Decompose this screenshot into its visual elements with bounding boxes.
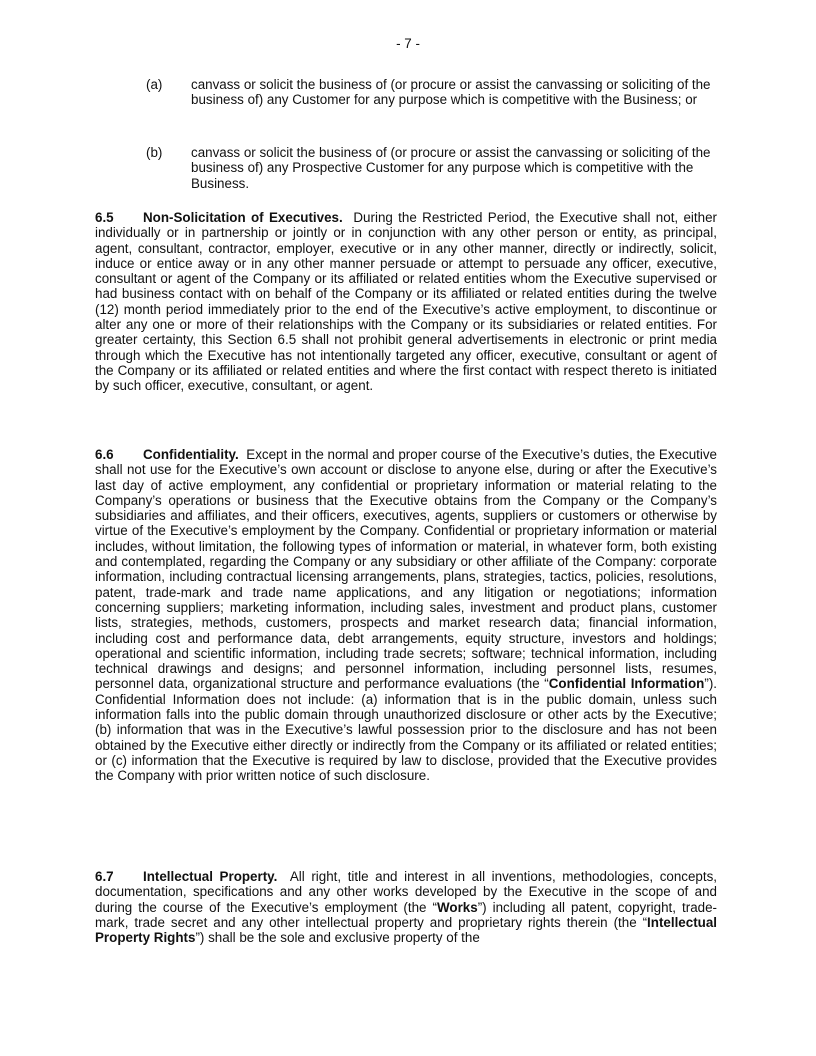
defined-term: Intellectual Property Rights <box>95 914 717 946</box>
list-item-b <box>146 145 726 191</box>
section-number: 6.7 <box>95 869 114 884</box>
section-6-6 <box>95 447 717 784</box>
section-number: 6.6 <box>95 447 114 462</box>
section-body-cont: ”) including all patent, copyright, trade-mark, trade secret and any other intellectual property and proprietary rights therein (the “ <box>95 899 717 930</box>
section-body: All right, title and interest in all inventions, methodologies, concepts, documentation, specifications and any other works developed by the Executive in the scope of and during the course of the Executive’s employment (the “ <box>95 869 718 915</box>
section-heading: Confidentiality. <box>143 447 239 462</box>
section-body: During the Restricted Period, the Executive shall not, either individually or in partnership or jointly or in conjunction with any other person or entity, as principal, agent, consultant, contractor, employer, executive or in any other manner, directly or indirectly, solicit, induce or entice away or in any other manner persuade or attempt to persuade any officer, executive, consultant or agent of the Company or its affiliated or related entities whom the Executive supervised or had business contact with on behalf of the Company or its affiliated or related entities during the twelve (12) month period immediately prior to the end of the Executive’s active employment, to discontinue or alter any one or more of their relationships with the Company or its subsidiaries or related entities. For greater certainty, this Section 6.5 shall not prohibit general advertisements in electronic or print media through which the Executive has not intentionally targeted any officer, executive, consultant or agent of the Company or its affiliated or related entities and where the first contact with respect thereto is initiated by such officer, executive, consultant, or agent. <box>95 210 717 394</box>
section-number: 6.5 <box>95 210 114 225</box>
defined-term: Confidential Information <box>548 676 705 692</box>
list-item-label: (a) <box>146 77 163 92</box>
section-6-5 <box>95 210 717 394</box>
list-item-a <box>146 77 726 108</box>
section-body-cont: ”). Confidential Information does not include: (a) information that is in the public domain, unless such information falls into the public domain through unauthorized disclosure or other acts by the Executive; (b) information that was in the Executive’s lawful possession prior to the disclosure and has not been obtained by the Executive either directly or indirectly from the Company or its affiliated or related entities; or (c) information that the Executive is required by law to disclose, provided that the Executive provides the Company with prior written notice of such disclosure. <box>95 676 717 784</box>
list-item-text: canvass or solicit the business of (or procure or assist the canvassing or soliciting of the business of) any Customer for any purpose which is competitive with the Business; or <box>191 77 711 108</box>
section-heading: Non-Solicitation of Executives. <box>143 210 343 225</box>
page-number: - 7 - <box>396 36 420 51</box>
list-item-text: canvass or solicit the business of (or procure or assist the canvassing or soliciting of the business of) any Prospective Customer for any purpose which is competitive with the Business. <box>191 145 711 191</box>
list-item-label: (b) <box>146 145 163 160</box>
defined-term: Works <box>437 899 478 915</box>
section-body-cont: ”) shall be the sole and exclusive property of the <box>195 930 480 946</box>
section-heading: Intellectual Property. <box>143 869 278 884</box>
section-body: Except in the normal and proper course of the Executive’s duties, the Executive shall not use for the Executive’s own account or disclose to anyone else, during or after the Executive’s last day of active employment, any confidential or proprietary information or material relating to the Company’s operations or business that the Executive obtains from the Company or the Company’s subsidiaries and affiliates, and their officers, executives, agents, suppliers or customers or otherwise by virtue of the Executive’s employment by the Company. Confidential or proprietary information or material includes, without limitation, the following types of information or material, in whatever form, both existing and contemplated, regarding the Company or any subsidiary or other affiliate of the Company: corporate information, including contractual licensing arrangements, plans, strategies, tactics, policies, resolutions, patent, trade-mark and trade name applications, and any litigation or negotiations; information concerning suppliers; marketing information, including sales, investment and product plans, customer lists, strategies, methods, customers, prospects and market research data; financial information, including cost and performance data, debt arrangements, equity structure, investors and holdings; operational and scientific information, including trade secrets; software; technical information, including technical drawings and designs; and personnel information, including personnel lists, resumes, personnel data, organizational structure and performance evaluations (the “ <box>95 447 717 692</box>
section-6-7 <box>95 869 717 945</box>
